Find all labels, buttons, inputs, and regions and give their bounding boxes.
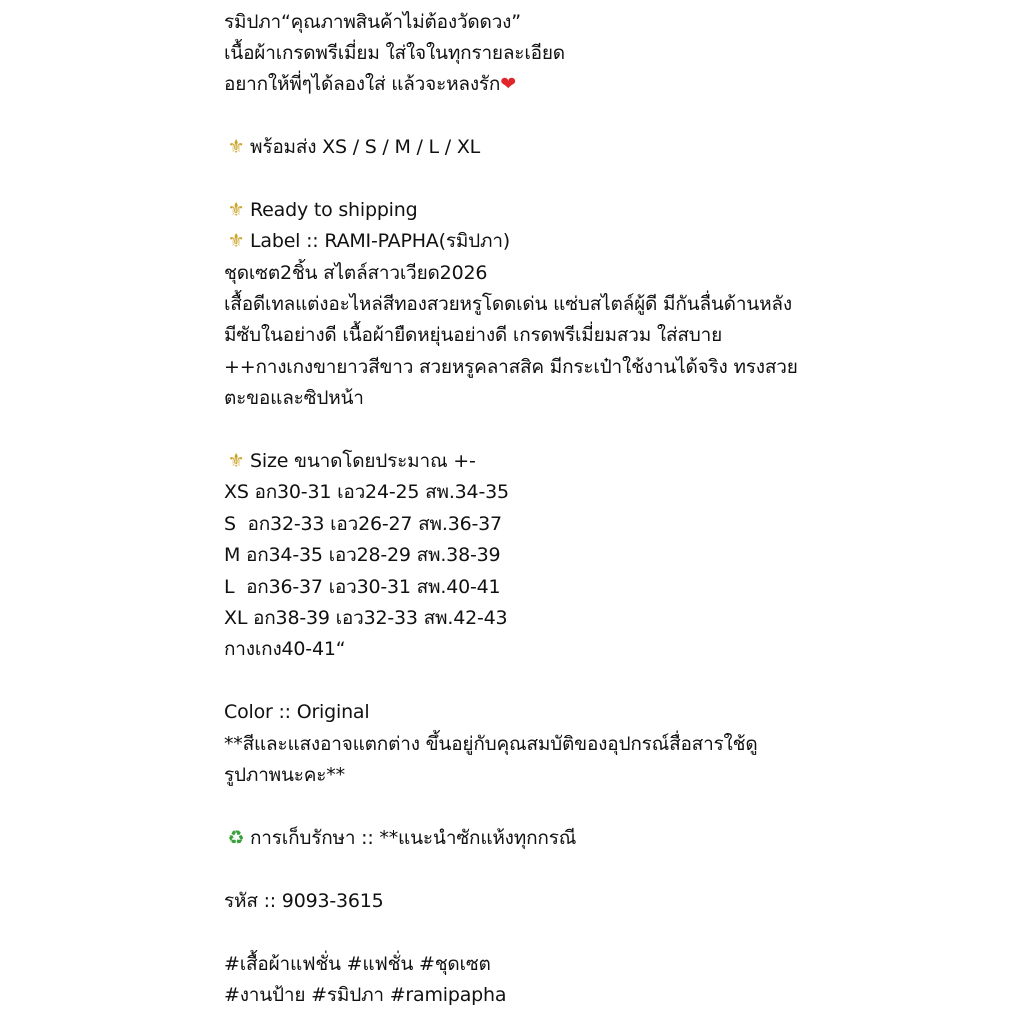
text-line-18 — [224, 637, 345, 661]
fleur-de-lis-icon: ⚜ — [227, 199, 245, 221]
hashtags-2: #งานป้าย #รมิปภา #ramipapha — [224, 984, 507, 1006]
size-xl: XL อก38-39 เอว32-33 สพ.42-43 — [224, 607, 508, 629]
care-instructions: การเก็บรักษา :: **แนะนำซักแห้งทุกกรณี — [250, 827, 577, 849]
text-line-20 — [224, 732, 757, 756]
text-line-8 — [224, 292, 792, 316]
fabric-description: เนื้อผ้าเกรดพรีเมี่ยม ใส่ใจในทุกรายละเอียด — [224, 42, 565, 64]
text-line-19 — [224, 700, 369, 724]
text-line-10 — [224, 355, 798, 379]
heart-icon: ❤ — [500, 73, 516, 95]
closure-description: ตะขอและซิปหน้า — [224, 387, 364, 409]
text-line-12 — [224, 449, 476, 473]
text-line-1 — [224, 10, 521, 34]
text-line-2 — [224, 41, 565, 65]
label-brand: Label :: RAMI-PAPHA(รมิปภา) — [250, 230, 511, 252]
text-line-9 — [224, 323, 722, 347]
text-line-25 — [224, 983, 506, 1007]
text-line-17 — [224, 606, 507, 630]
color-disclaimer: **สีและแสงอาจแตกต่าง ขึ้นอยู่กับคุณสมบัติของอุปกรณ์สื่อสารใช้ดู — [224, 733, 758, 755]
fleur-de-lis-icon: ⚜ — [227, 136, 245, 158]
pants-description: ++กางเกงขายาวสีขาว สวยหรูคลาสสิค มีกระเป๋าใช้งานได้จริง ทรงสวย — [224, 356, 798, 378]
color-disclaimer-end: รูปภาพนะคะ** — [224, 764, 345, 786]
text-line-3 — [224, 72, 516, 96]
sizes-available: พร้อมส่ง XS / S / M / L / XL — [250, 136, 481, 158]
product-code: รหัส :: 9093-3615 — [224, 890, 384, 912]
text-line-4 — [224, 135, 480, 159]
lining-description: มีซับในอย่างดี เนื้อผ้ายืดหยุ่นอย่างดี เกรดพรีเมี่ยมสวม ใส่สบาย — [224, 324, 723, 346]
size-xs: XS อก30-31 เอว24-25 สพ.34-35 — [224, 481, 509, 503]
text-line-24 — [224, 952, 491, 976]
invitation-text: อยากให้พี่ๆได้ลองใส่ แล้วจะหลงรัก — [224, 73, 501, 95]
fleur-de-lis-icon: ⚜ — [227, 230, 245, 252]
text-line-7 — [224, 261, 487, 285]
text-line-16 — [224, 575, 500, 599]
shipping-status: Ready to shipping — [250, 199, 418, 221]
text-line-13 — [224, 480, 509, 504]
color-info: Color :: Original — [224, 701, 370, 723]
recycle-icon: ♻ — [227, 827, 245, 849]
size-heading: Size ขนาดโดยประมาณ +- — [250, 450, 476, 472]
size-l: L อก36-37 เอว30-31 สพ.40-41 — [224, 576, 501, 598]
text-line-21 — [224, 763, 345, 787]
hashtags-1: #เสื้อผ้าแฟชั่น #แฟชั่น #ชุดเซต — [224, 953, 491, 975]
text-line-15 — [224, 543, 500, 567]
set-title: ชุดเซต2ชิ้น สไตล์สาวเวียด2026 — [224, 262, 488, 284]
text-line-11 — [224, 386, 364, 410]
text-line-6 — [224, 229, 510, 253]
top-description: เสื้อดีเทลแต่งอะไหล่สีทองสวยหรูโดดเด่น แซ่บสไตล์ผู้ดี มีกันลื่นด้านหลัง — [224, 293, 792, 315]
text-line-23 — [224, 889, 384, 913]
brand-tagline: รมิปภา“คุณภาพสินค้าไม่ต้องวัดดวง” — [224, 11, 521, 33]
text-line-22 — [224, 826, 576, 850]
size-s: S อก32-33 เอว26-27 สพ.36-37 — [224, 513, 502, 535]
pants-size: กางเกง40-41“ — [224, 638, 346, 660]
text-line-5 — [224, 198, 417, 222]
size-m: M อก34-35 เอว28-29 สพ.38-39 — [224, 544, 501, 566]
text-line-14 — [224, 512, 502, 536]
fleur-de-lis-icon: ⚜ — [227, 450, 245, 472]
